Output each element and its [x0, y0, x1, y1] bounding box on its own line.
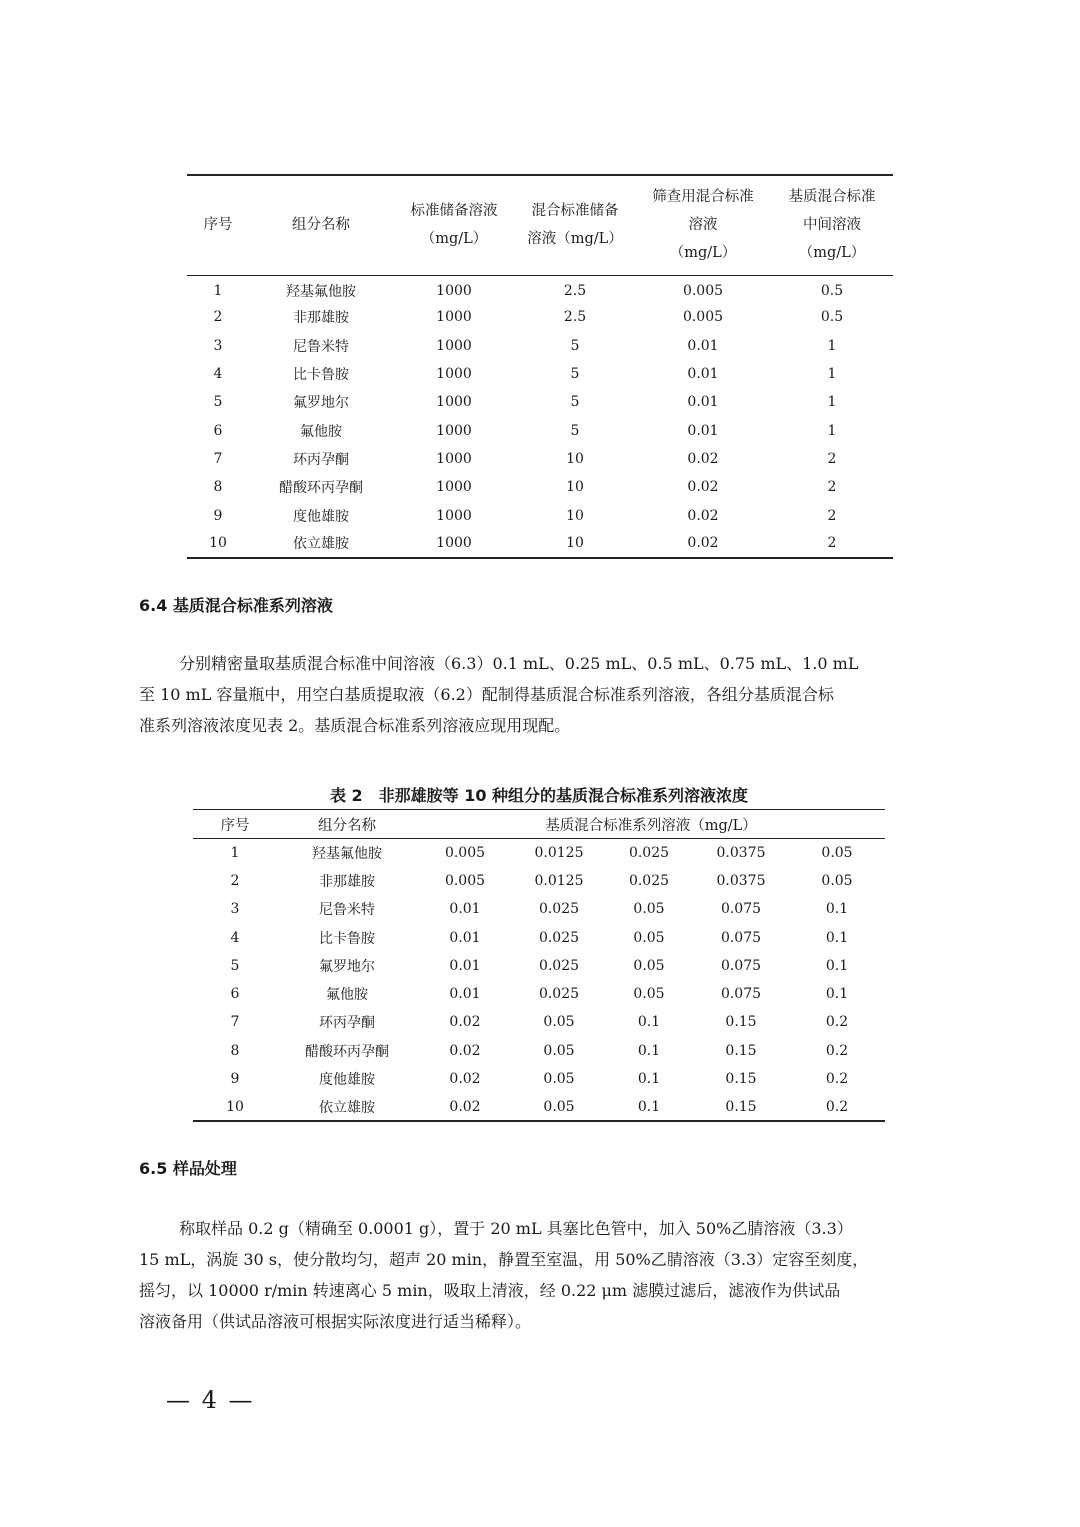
table2-row: [193, 895, 885, 923]
table-cell: 1000: [436, 283, 472, 300]
table-cell: 羟基氟他胺: [312, 845, 382, 862]
table1-row: [187, 530, 893, 558]
table-cell: 0.05: [633, 957, 665, 974]
table-cell: 1000: [436, 535, 472, 552]
table-cell: 0.025: [538, 929, 580, 946]
table-cell: 0.1: [637, 1014, 661, 1031]
table-cell: 3: [230, 901, 240, 918]
table-cell: 醋酸环丙孕酮: [305, 1043, 389, 1060]
table-cell: 6: [230, 986, 240, 1003]
table-cell: 0.15: [725, 1014, 757, 1031]
table-cell: 醋酸环丙孕酮: [279, 480, 363, 497]
table-cell: 6: [213, 422, 223, 439]
table-cell: 5: [570, 366, 580, 383]
table2-row: [193, 980, 885, 1008]
table-cell: 1: [827, 366, 837, 383]
table-cell: 0.005: [444, 872, 486, 889]
paragraph-line: 至 10 mL 容量瓶中，用空白基质提取液（6.2）配制得基质混合标准系列溶液，各组分基质混合标: [139, 685, 834, 704]
table-cell: 0.1: [825, 986, 849, 1003]
page-number: — 4 —: [166, 1386, 255, 1414]
table-cell: 10: [566, 479, 584, 496]
paragraph-line: 摇匀，以 10000 r/min 转速离心 5 min，吸取上清液，经 0.22 μm 滤膜过滤后，滤液作为供试品: [139, 1281, 841, 1300]
table-cell: 0.15: [725, 1098, 757, 1115]
paragraph-line: 分别精密量取基质混合标准中间溶液（6.3）0.1 mL、0.25 mL、0.5 mL、0.75 mL、1.0 mL: [179, 654, 859, 673]
table-cell: 0.01: [687, 337, 719, 354]
paragraph-line: 称取样品 0.2 g（精确至 0.0001 g），置于 20 mL 具塞比色管中，加入 50%乙腈溶液（3.3）: [179, 1219, 853, 1238]
table1-row: [187, 416, 893, 444]
table-cell: 10: [566, 507, 584, 524]
table-cell: 0.2: [825, 1098, 849, 1115]
table2-caption: 表 2 非那雄胺等 10 种组分的基质混合标准系列溶液浓度: [329, 786, 749, 805]
table1-row: [187, 275, 893, 303]
table-cell: 氟罗地尔: [293, 395, 349, 412]
table-cell: 度他雄胺: [293, 508, 349, 525]
table2-row: [193, 923, 885, 951]
table-cell: 1: [230, 844, 240, 861]
table-cell: 0.2: [825, 1042, 849, 1059]
table-cell: 羟基氟他胺: [286, 284, 356, 301]
table-cell: 4: [213, 366, 223, 383]
table-cell: 0.5: [820, 283, 844, 300]
table-cell: 2: [827, 507, 837, 524]
table-cell: 尼鲁米特: [319, 902, 375, 919]
table-cell: 0.02: [687, 535, 719, 552]
table-cell: 氟他胺: [326, 987, 368, 1004]
table2-row: [193, 1093, 885, 1121]
paragraph-line: 溶液备用（供试品溶液可根据实际浓度进行适当稀释）。: [139, 1312, 532, 1331]
table-cell: 0.15: [725, 1042, 757, 1059]
table1-row: [187, 388, 893, 416]
table2-header-row: [193, 810, 885, 839]
table-cell: 依立雄胺: [319, 1099, 375, 1116]
table-cell: 0.05: [633, 901, 665, 918]
table2-row: [193, 867, 885, 895]
table-cell: 2: [230, 872, 240, 889]
table2-header-cell: 序号: [193, 810, 277, 839]
table-cell: 0.01: [687, 394, 719, 411]
table1-row: [187, 360, 893, 388]
table-cell: 0.02: [449, 1014, 481, 1031]
table-cell: 尼鲁米特: [293, 338, 349, 355]
table-cell: 9: [230, 1071, 240, 1088]
table-cell: 9: [213, 507, 223, 524]
table-cell: 0.05: [633, 986, 665, 1003]
paragraph-6-5: [139, 1213, 941, 1337]
table1-row: [187, 303, 893, 331]
table-cell: 0.2: [825, 1071, 849, 1088]
table-cell: 0.0375: [716, 844, 766, 861]
table-cell: 0.1: [637, 1042, 661, 1059]
section-heading-6-5: 6.5 样品处理: [139, 1159, 237, 1178]
table-cell: 10: [566, 450, 584, 467]
table1-header-cell: 筛查用混合标准 溶液 （mg/L）: [635, 175, 771, 275]
table-cell: 比卡鲁胺: [319, 930, 375, 947]
table-cell: 5: [570, 337, 580, 354]
table-cell: 1000: [436, 450, 472, 467]
table-cell: 5: [570, 394, 580, 411]
table-cell: 8: [230, 1042, 240, 1059]
table-cell: 0.02: [687, 450, 719, 467]
table-cell: 0.025: [538, 901, 580, 918]
table1-header-cell: 混合标准储备 溶液（mg/L）: [515, 175, 635, 275]
table-cell: 0.05: [543, 1071, 575, 1088]
table-cell: 0.005: [682, 309, 724, 326]
table1-header-cell: 序号: [187, 175, 249, 275]
table2-row: [193, 839, 885, 867]
table-cell: 0.02: [687, 507, 719, 524]
table-cell: 5: [230, 957, 240, 974]
table2-row: [193, 1008, 885, 1036]
table-cell: 5: [570, 422, 580, 439]
table-cell: 0.075: [720, 929, 762, 946]
table2-header-cell: 基质混合标准系列溶液（mg/L）: [417, 810, 885, 839]
table-cell: 氟罗地尔: [319, 958, 375, 975]
table-cell: 7: [230, 1014, 240, 1031]
table-cell: 0.5: [820, 309, 844, 326]
table-cell: 0.02: [687, 479, 719, 496]
table-cell: 0.01: [449, 901, 481, 918]
table1-row: [187, 445, 893, 473]
table-cell: 0.01: [449, 986, 481, 1003]
table-cell: 3: [213, 337, 223, 354]
table-cell: 0.05: [821, 844, 853, 861]
table-cell: 0.02: [449, 1042, 481, 1059]
table-cell: 0.1: [825, 957, 849, 974]
table-cell: 环丙孕酮: [319, 1015, 375, 1032]
table-cell: 氟他胺: [300, 423, 342, 440]
table-cell: 1: [213, 283, 223, 300]
table2-row: [193, 1037, 885, 1065]
table-cell: 0.05: [543, 1098, 575, 1115]
table-cell: 0.02: [449, 1071, 481, 1088]
table-cell: 2: [213, 309, 223, 326]
table-cell: 比卡鲁胺: [293, 367, 349, 384]
paragraph-line: 准系列溶液浓度见表 2。基质混合标准系列溶液应现用现配。: [139, 716, 571, 735]
table-cell: 非那雄胺: [319, 873, 375, 890]
table-cell: 1: [827, 337, 837, 354]
table-cell: 10: [566, 535, 584, 552]
paragraph-line: 15 mL，涡旋 30 s，使分散均匀，超声 20 min，静置至室温，用 50%乙腈溶液（3.3）定容至刻度，: [139, 1250, 869, 1269]
table1-body: [187, 275, 893, 558]
table-cell: 5: [213, 394, 223, 411]
table2-header-cell: 组分名称: [277, 810, 417, 839]
table-cell: 4: [230, 929, 240, 946]
table-cell: 0.2: [825, 1014, 849, 1031]
table-cell: 0.075: [720, 901, 762, 918]
table-cell: 0.005: [444, 844, 486, 861]
table1-header-row: [187, 175, 893, 275]
table-cell: 0.025: [628, 844, 670, 861]
table-cell: 0.0125: [534, 844, 584, 861]
table-cell: 0.01: [687, 422, 719, 439]
paragraph-6-4: [139, 648, 941, 741]
table-cell: 0.15: [725, 1071, 757, 1088]
table-cell: 0.075: [720, 986, 762, 1003]
table-cell: 0.025: [538, 957, 580, 974]
table-cell: 2.5: [563, 309, 587, 326]
table-cell: 1000: [436, 479, 472, 496]
table-cell: 0.05: [821, 872, 853, 889]
table-cell: 0.025: [628, 872, 670, 889]
series-solution-table: [193, 809, 885, 1122]
table1-row: [187, 332, 893, 360]
table-cell: 0.1: [637, 1071, 661, 1088]
table-cell: 1000: [436, 507, 472, 524]
table-cell: 0.05: [543, 1042, 575, 1059]
table-cell: 0.1: [825, 901, 849, 918]
table-cell: 0.005: [682, 283, 724, 300]
table-cell: 1000: [436, 337, 472, 354]
table-cell: 2: [827, 535, 837, 552]
standard-solution-table: [187, 174, 893, 559]
table1-header-cell: 组分名称: [249, 175, 393, 275]
table-cell: 依立雄胺: [293, 536, 349, 553]
table-cell: 0.01: [449, 957, 481, 974]
table-cell: 2: [827, 450, 837, 467]
table2-row: [193, 1065, 885, 1093]
table1-header-cell: 基质混合标准 中间溶液 （mg/L）: [771, 175, 893, 275]
table-cell: 0.075: [720, 957, 762, 974]
table-cell: 2.5: [563, 283, 587, 300]
table-cell: 0.01: [449, 929, 481, 946]
table-cell: 0.02: [449, 1098, 481, 1115]
table-cell: 非那雄胺: [293, 310, 349, 327]
table-cell: 1000: [436, 366, 472, 383]
section-heading-6-4: 6.4 基质混合标准系列溶液: [139, 596, 333, 615]
table-cell: 0.025: [538, 986, 580, 1003]
table-cell: 1: [827, 394, 837, 411]
table1-row: [187, 473, 893, 501]
table-cell: 0.1: [637, 1098, 661, 1115]
table-cell: 7: [213, 450, 223, 467]
table-cell: 8: [213, 479, 223, 496]
table1-row: [187, 501, 893, 529]
table-cell: 10: [209, 535, 227, 552]
table-cell: 2: [827, 479, 837, 496]
table-cell: 1000: [436, 394, 472, 411]
table-cell: 0.01: [687, 366, 719, 383]
table2-row: [193, 952, 885, 980]
table-cell: 度他雄胺: [319, 1072, 375, 1089]
table-cell: 0.05: [543, 1014, 575, 1031]
table-cell: 1: [827, 422, 837, 439]
table-cell: 0.05: [633, 929, 665, 946]
table2-body: [193, 839, 885, 1122]
table-cell: 0.0125: [534, 872, 584, 889]
table-cell: 0.1: [825, 929, 849, 946]
table-cell: 10: [226, 1098, 244, 1115]
table-cell: 环丙孕酮: [293, 451, 349, 468]
table-cell: 1000: [436, 309, 472, 326]
table1-header-cell: 标准储备溶液 （mg/L）: [393, 175, 515, 275]
table-cell: 0.0375: [716, 872, 766, 889]
table-cell: 1000: [436, 422, 472, 439]
